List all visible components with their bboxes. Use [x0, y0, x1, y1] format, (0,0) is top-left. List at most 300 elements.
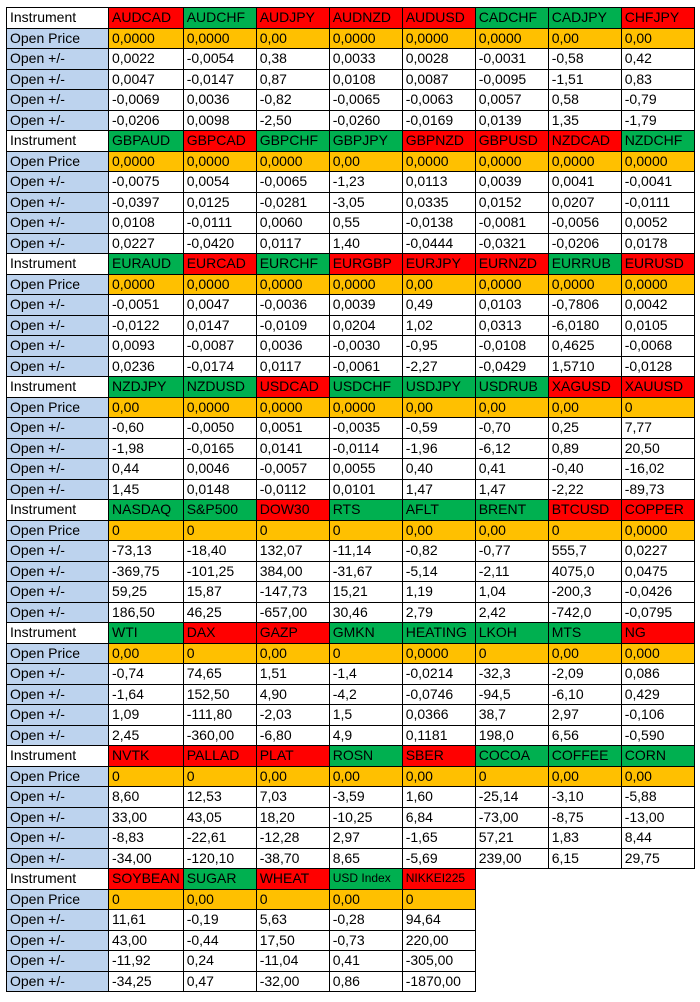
instrument-name-cell[interactable]: SOYBEAN	[109, 869, 184, 890]
open-change-cell[interactable]: 0,0028	[402, 49, 475, 70]
open-change-cell[interactable]: 0,0051	[256, 418, 329, 439]
open-price-cell[interactable]: 0,00	[475, 520, 548, 541]
instrument-name-cell[interactable]: GBPJPY	[329, 131, 402, 152]
open-change-cell[interactable]: -1,4	[329, 664, 402, 685]
open-change-cell[interactable]: 152,50	[183, 684, 256, 705]
open-change-cell[interactable]: 43,05	[183, 807, 256, 828]
open-change-cell[interactable]: 7,77	[621, 418, 694, 439]
open-change-cell[interactable]: 1,5710	[548, 356, 621, 377]
open-change-cell[interactable]: 0,0060	[256, 213, 329, 234]
open-change-cell[interactable]: -0,0075	[109, 172, 184, 193]
open-change-cell[interactable]: 0,41	[475, 459, 548, 480]
open-price-cell[interactable]: 0,00	[548, 28, 621, 49]
open-change-cell[interactable]: 43,00	[109, 930, 184, 951]
open-change-cell[interactable]: -32,00	[256, 971, 329, 992]
open-price-cell[interactable]: 0,0000	[475, 28, 548, 49]
open-change-cell[interactable]: -32,3	[475, 664, 548, 685]
open-change-cell[interactable]: -0,28	[329, 910, 402, 931]
open-price-cell[interactable]: 0	[109, 889, 184, 910]
open-change-cell[interactable]: -0,106	[621, 705, 694, 726]
open-change-cell[interactable]: 2,97	[548, 705, 621, 726]
open-change-cell[interactable]: -0,0111	[621, 192, 694, 213]
open-price-cell[interactable]: 0,0000	[402, 151, 475, 172]
open-change-cell[interactable]: -0,0426	[621, 582, 694, 603]
open-price-cell[interactable]: 0,00	[183, 889, 256, 910]
instrument-name-cell[interactable]: USDRUB	[475, 377, 548, 398]
open-change-cell[interactable]: -0,77	[475, 541, 548, 562]
open-change-cell[interactable]: -4,2	[329, 684, 402, 705]
open-change-cell[interactable]: -0,0095	[475, 69, 548, 90]
instrument-name-cell[interactable]: EURAUD	[109, 254, 184, 275]
open-change-cell[interactable]: -742,0	[548, 602, 621, 623]
open-change-cell[interactable]: -101,25	[183, 561, 256, 582]
open-change-cell[interactable]: -2,09	[548, 664, 621, 685]
instrument-name-cell[interactable]: BRENT	[475, 500, 548, 521]
open-change-cell[interactable]: -0,0051	[109, 295, 184, 316]
open-change-cell[interactable]: 5,63	[256, 910, 329, 931]
open-change-cell[interactable]: -73,13	[109, 541, 184, 562]
open-change-cell[interactable]: -657,00	[256, 602, 329, 623]
open-change-cell[interactable]: 0,0093	[109, 336, 184, 357]
open-change-cell[interactable]: -1,96	[402, 438, 475, 459]
instrument-name-cell[interactable]: USDCHF	[329, 377, 402, 398]
open-price-cell[interactable]: 0,0000	[256, 274, 329, 295]
open-change-cell[interactable]: 0,0033	[329, 49, 402, 70]
open-change-cell[interactable]: -1,65	[402, 828, 475, 849]
open-change-cell[interactable]: 0,0113	[402, 172, 475, 193]
open-change-cell[interactable]: 4,90	[256, 684, 329, 705]
instrument-name-cell[interactable]: WTI	[109, 623, 184, 644]
open-change-cell[interactable]: -0,0111	[183, 213, 256, 234]
open-change-cell[interactable]: 0,89	[548, 438, 621, 459]
open-change-cell[interactable]: -6,80	[256, 725, 329, 746]
instrument-name-cell[interactable]: NZDCAD	[548, 131, 621, 152]
open-change-cell[interactable]: 0,0227	[109, 233, 184, 254]
open-change-cell[interactable]: 0,0103	[475, 295, 548, 316]
open-price-cell[interactable]: 0,0000	[183, 397, 256, 418]
open-change-cell[interactable]: -34,25	[109, 971, 184, 992]
open-change-cell[interactable]: -0,0050	[183, 418, 256, 439]
open-change-cell[interactable]: -0,0206	[109, 110, 184, 131]
open-change-cell[interactable]: -0,590	[621, 725, 694, 746]
open-change-cell[interactable]: -305,00	[402, 951, 475, 972]
instrument-name-cell[interactable]: S&P500	[183, 500, 256, 521]
open-price-cell[interactable]: 0,0000	[109, 274, 184, 295]
open-change-cell[interactable]: 0,40	[402, 459, 475, 480]
open-change-cell[interactable]: -0,0114	[329, 438, 402, 459]
open-change-cell[interactable]: -0,0420	[183, 233, 256, 254]
open-price-cell[interactable]: 0,0000	[109, 28, 184, 49]
open-change-cell[interactable]: -31,67	[329, 561, 402, 582]
open-change-cell[interactable]: 0,0178	[621, 233, 694, 254]
open-change-cell[interactable]: -0,0795	[621, 602, 694, 623]
open-price-cell[interactable]: 0,0000	[183, 151, 256, 172]
open-change-cell[interactable]: 0,0036	[256, 336, 329, 357]
open-change-cell[interactable]: 0,0052	[621, 213, 694, 234]
open-change-cell[interactable]: -0,0056	[548, 213, 621, 234]
open-change-cell[interactable]: -1870,00	[402, 971, 475, 992]
open-price-cell[interactable]: 0	[402, 889, 475, 910]
instrument-name-cell[interactable]: EURUSD	[621, 254, 694, 275]
open-change-cell[interactable]: 0,25	[548, 418, 621, 439]
instrument-name-cell[interactable]: GBPNZD	[402, 131, 475, 152]
instrument-name-cell[interactable]: GBPCHF	[256, 131, 329, 152]
open-price-cell[interactable]: 0,0000	[329, 397, 402, 418]
open-change-cell[interactable]: -0,73	[329, 930, 402, 951]
open-change-cell[interactable]: -0,0128	[621, 356, 694, 377]
open-change-cell[interactable]: 198,0	[475, 725, 548, 746]
instrument-name-cell[interactable]: AUDNZD	[329, 8, 402, 29]
open-change-cell[interactable]: 18,20	[256, 807, 329, 828]
open-change-cell[interactable]: 6,56	[548, 725, 621, 746]
open-change-cell[interactable]: 0,38	[256, 49, 329, 70]
instrument-name-cell[interactable]: ROSN	[329, 746, 402, 767]
instrument-name-cell[interactable]: NASDAQ	[109, 500, 184, 521]
open-change-cell[interactable]: -0,44	[183, 930, 256, 951]
open-change-cell[interactable]: -0,0429	[475, 356, 548, 377]
instrument-name-cell[interactable]: CORN	[621, 746, 694, 767]
open-price-cell[interactable]: 0,0000	[109, 151, 184, 172]
open-change-cell[interactable]: 2,97	[329, 828, 402, 849]
open-change-cell[interactable]: -73,00	[475, 807, 548, 828]
open-price-cell[interactable]: 0	[548, 520, 621, 541]
open-change-cell[interactable]: -89,73	[621, 479, 694, 500]
open-change-cell[interactable]: -0,0081	[475, 213, 548, 234]
open-price-cell[interactable]: 0	[475, 643, 548, 664]
open-change-cell[interactable]: 57,21	[475, 828, 548, 849]
open-change-cell[interactable]: 11,61	[109, 910, 184, 931]
open-price-cell[interactable]: 0	[329, 520, 402, 541]
open-change-cell[interactable]: -25,14	[475, 787, 548, 808]
open-change-cell[interactable]: -18,40	[183, 541, 256, 562]
open-change-cell[interactable]: 0,47	[183, 971, 256, 992]
open-change-cell[interactable]: -0,0057	[256, 459, 329, 480]
open-price-cell[interactable]: 0,00	[402, 520, 475, 541]
open-change-cell[interactable]: -0,0169	[402, 110, 475, 131]
open-change-cell[interactable]: 8,60	[109, 787, 184, 808]
instrument-name-cell[interactable]: AFLT	[402, 500, 475, 521]
open-change-cell[interactable]: 0,0139	[475, 110, 548, 131]
open-change-cell[interactable]: 2,42	[475, 602, 548, 623]
instrument-name-cell[interactable]: EURCHF	[256, 254, 329, 275]
open-change-cell[interactable]: -2,27	[402, 356, 475, 377]
open-change-cell[interactable]: -2,03	[256, 705, 329, 726]
open-change-cell[interactable]: -0,70	[475, 418, 548, 439]
open-change-cell[interactable]: -5,88	[621, 787, 694, 808]
open-change-cell[interactable]: 33,00	[109, 807, 184, 828]
instrument-name-cell[interactable]: RTS	[329, 500, 402, 521]
open-change-cell[interactable]: 12,53	[183, 787, 256, 808]
instrument-name-cell[interactable]: COCOA	[475, 746, 548, 767]
open-change-cell[interactable]: 0,58	[548, 90, 621, 111]
open-change-cell[interactable]: 2,45	[109, 725, 184, 746]
instrument-name-cell[interactable]: NIKKEI225	[402, 869, 475, 890]
instrument-name-cell[interactable]: PALLAD	[183, 746, 256, 767]
open-change-cell[interactable]: -22,61	[183, 828, 256, 849]
open-change-cell[interactable]: 0,0147	[183, 315, 256, 336]
open-price-cell[interactable]: 0,00	[475, 397, 548, 418]
open-change-cell[interactable]: -0,0087	[183, 336, 256, 357]
open-change-cell[interactable]: 0,0152	[475, 192, 548, 213]
instrument-name-cell[interactable]: XAUUSD	[621, 377, 694, 398]
open-price-cell[interactable]: 0	[475, 766, 548, 787]
open-change-cell[interactable]: 74,65	[183, 664, 256, 685]
open-change-cell[interactable]: -0,0108	[475, 336, 548, 357]
open-change-cell[interactable]: 6,84	[402, 807, 475, 828]
open-change-cell[interactable]: -3,10	[548, 787, 621, 808]
instrument-name-cell[interactable]: DAX	[183, 623, 256, 644]
open-change-cell[interactable]: -13,00	[621, 807, 694, 828]
open-change-cell[interactable]: -0,0035	[329, 418, 402, 439]
open-change-cell[interactable]: 1,19	[402, 582, 475, 603]
open-change-cell[interactable]: -38,70	[256, 848, 329, 869]
open-change-cell[interactable]: 1,83	[548, 828, 621, 849]
open-change-cell[interactable]: -0,79	[621, 90, 694, 111]
open-change-cell[interactable]: 46,25	[183, 602, 256, 623]
open-price-cell[interactable]: 0	[109, 766, 184, 787]
open-change-cell[interactable]: 0,0039	[329, 295, 402, 316]
open-change-cell[interactable]: -0,95	[402, 336, 475, 357]
open-change-cell[interactable]: 29,75	[621, 848, 694, 869]
instrument-name-cell[interactable]: COFFEE	[548, 746, 621, 767]
instrument-name-cell[interactable]: AUDCHF	[183, 8, 256, 29]
open-change-cell[interactable]: 0,83	[621, 69, 694, 90]
open-change-cell[interactable]: 2,79	[402, 602, 475, 623]
instrument-name-cell[interactable]: COPPER	[621, 500, 694, 521]
open-change-cell[interactable]: -1,79	[621, 110, 694, 131]
open-change-cell[interactable]: -147,73	[256, 582, 329, 603]
open-change-cell[interactable]: -0,0041	[621, 172, 694, 193]
open-price-cell[interactable]: 0,0000	[256, 151, 329, 172]
instrument-name-cell[interactable]: NVTK	[109, 746, 184, 767]
instrument-name-cell[interactable]: GBPAUD	[109, 131, 184, 152]
open-change-cell[interactable]: -0,0061	[329, 356, 402, 377]
open-change-cell[interactable]: 0,86	[329, 971, 402, 992]
open-change-cell[interactable]: -11,14	[329, 541, 402, 562]
open-change-cell[interactable]: 0,0108	[329, 69, 402, 90]
open-change-cell[interactable]: 0,0335	[402, 192, 475, 213]
open-price-cell[interactable]: 0,0000	[548, 274, 621, 295]
open-change-cell[interactable]: 0,0055	[329, 459, 402, 480]
open-change-cell[interactable]: -3,59	[329, 787, 402, 808]
open-change-cell[interactable]: -5,69	[402, 848, 475, 869]
open-change-cell[interactable]: 0,0148	[183, 479, 256, 500]
open-price-cell[interactable]: 0,00	[548, 397, 621, 418]
open-change-cell[interactable]: -2,50	[256, 110, 329, 131]
instrument-name-cell[interactable]: SBER	[402, 746, 475, 767]
open-change-cell[interactable]: -12,28	[256, 828, 329, 849]
instrument-name-cell[interactable]: AUDUSD	[402, 8, 475, 29]
open-change-cell[interactable]: -2,11	[475, 561, 548, 582]
open-change-cell[interactable]: -1,64	[109, 684, 184, 705]
open-change-cell[interactable]: 186,50	[109, 602, 184, 623]
open-change-cell[interactable]: 1,40	[329, 233, 402, 254]
open-change-cell[interactable]: -0,0206	[548, 233, 621, 254]
open-change-cell[interactable]: 1,60	[402, 787, 475, 808]
open-change-cell[interactable]: -0,82	[402, 541, 475, 562]
open-change-cell[interactable]: 239,00	[475, 848, 548, 869]
open-change-cell[interactable]: -360,00	[183, 725, 256, 746]
open-price-cell[interactable]: 0,00	[256, 28, 329, 49]
open-change-cell[interactable]: 8,65	[329, 848, 402, 869]
open-change-cell[interactable]: -0,0165	[183, 438, 256, 459]
open-change-cell[interactable]: 0,42	[621, 49, 694, 70]
instrument-name-cell[interactable]: CADJPY	[548, 8, 621, 29]
open-price-cell[interactable]: 0,000	[621, 643, 694, 664]
open-price-cell[interactable]: 0,00	[402, 766, 475, 787]
open-change-cell[interactable]: -0,0065	[329, 90, 402, 111]
open-change-cell[interactable]: -3,05	[329, 192, 402, 213]
instrument-name-cell[interactable]: DOW30	[256, 500, 329, 521]
open-change-cell[interactable]: 1,09	[109, 705, 184, 726]
open-price-cell[interactable]: 0,0000	[548, 151, 621, 172]
open-change-cell[interactable]: 384,00	[256, 561, 329, 582]
instrument-name-cell[interactable]: LKOH	[475, 623, 548, 644]
open-price-cell[interactable]: 0	[621, 397, 694, 418]
open-change-cell[interactable]: -1,23	[329, 172, 402, 193]
open-price-cell[interactable]: 0,00	[548, 766, 621, 787]
open-change-cell[interactable]: -0,0109	[256, 315, 329, 336]
open-change-cell[interactable]: 0,0125	[183, 192, 256, 213]
open-change-cell[interactable]: -111,80	[183, 705, 256, 726]
open-price-cell[interactable]: 0,00	[109, 397, 184, 418]
instrument-name-cell[interactable]: PLAT	[256, 746, 329, 767]
open-change-cell[interactable]: -34,00	[109, 848, 184, 869]
instrument-name-cell[interactable]: EURCAD	[183, 254, 256, 275]
open-change-cell[interactable]: 0,0141	[256, 438, 329, 459]
open-change-cell[interactable]: 0,0101	[329, 479, 402, 500]
open-change-cell[interactable]: 38,7	[475, 705, 548, 726]
instrument-name-cell[interactable]: NZDCHF	[621, 131, 694, 152]
open-change-cell[interactable]: 1,51	[256, 664, 329, 685]
open-change-cell[interactable]: 0,0227	[621, 541, 694, 562]
open-change-cell[interactable]: -120,10	[183, 848, 256, 869]
open-price-cell[interactable]: 0,00	[329, 889, 402, 910]
open-change-cell[interactable]: 0,87	[256, 69, 329, 90]
instrument-name-cell[interactable]: USDJPY	[402, 377, 475, 398]
open-change-cell[interactable]: 94,64	[402, 910, 475, 931]
open-change-cell[interactable]: -0,0444	[402, 233, 475, 254]
instrument-name-cell[interactable]: GBPUSD	[475, 131, 548, 152]
open-change-cell[interactable]: -0,0112	[256, 479, 329, 500]
open-change-cell[interactable]: 0,086	[621, 664, 694, 685]
open-change-cell[interactable]: -1,51	[548, 69, 621, 90]
open-change-cell[interactable]: -11,92	[109, 951, 184, 972]
open-change-cell[interactable]: -200,3	[548, 582, 621, 603]
open-price-cell[interactable]: 0,0000	[621, 520, 694, 541]
open-price-cell[interactable]: 0,00	[329, 151, 402, 172]
open-change-cell[interactable]: -0,0281	[256, 192, 329, 213]
open-change-cell[interactable]: 1,35	[548, 110, 621, 131]
instrument-name-cell[interactable]: GBPCAD	[183, 131, 256, 152]
open-change-cell[interactable]: 0,0366	[402, 705, 475, 726]
open-change-cell[interactable]: -5,14	[402, 561, 475, 582]
open-change-cell[interactable]: 0,0046	[183, 459, 256, 480]
open-change-cell[interactable]: 0,0207	[548, 192, 621, 213]
open-change-cell[interactable]: -10,25	[329, 807, 402, 828]
open-price-cell[interactable]: 0,00	[402, 397, 475, 418]
open-price-cell[interactable]: 0,0000	[329, 28, 402, 49]
open-change-cell[interactable]: 0,1181	[402, 725, 475, 746]
instrument-name-cell[interactable]: NZDJPY	[109, 377, 184, 398]
open-change-cell[interactable]: -11,04	[256, 951, 329, 972]
instrument-name-cell[interactable]: XAGUSD	[548, 377, 621, 398]
open-change-cell[interactable]: 0,0117	[256, 356, 329, 377]
open-change-cell[interactable]: 0,0047	[183, 295, 256, 316]
open-change-cell[interactable]: 0,0041	[548, 172, 621, 193]
open-change-cell[interactable]: 0,49	[402, 295, 475, 316]
open-change-cell[interactable]: 555,7	[548, 541, 621, 562]
open-change-cell[interactable]: -0,0174	[183, 356, 256, 377]
open-price-cell[interactable]: 0,00	[109, 643, 184, 664]
open-change-cell[interactable]: -0,0068	[621, 336, 694, 357]
open-change-cell[interactable]: 0,0022	[109, 49, 184, 70]
open-change-cell[interactable]: 15,21	[329, 582, 402, 603]
open-change-cell[interactable]: -16,02	[621, 459, 694, 480]
open-change-cell[interactable]: 0,429	[621, 684, 694, 705]
open-change-cell[interactable]: -0,0069	[109, 90, 184, 111]
open-change-cell[interactable]: 0,0108	[109, 213, 184, 234]
open-change-cell[interactable]: -0,0031	[475, 49, 548, 70]
open-change-cell[interactable]: -0,19	[183, 910, 256, 931]
open-price-cell[interactable]: 0,0000	[183, 28, 256, 49]
open-change-cell[interactable]: 59,25	[109, 582, 184, 603]
open-change-cell[interactable]: -6,0180	[548, 315, 621, 336]
open-change-cell[interactable]: 0,55	[329, 213, 402, 234]
open-price-cell[interactable]: 0	[256, 889, 329, 910]
open-change-cell[interactable]: 0,4625	[548, 336, 621, 357]
open-change-cell[interactable]: 1,45	[109, 479, 184, 500]
open-price-cell[interactable]: 0	[183, 643, 256, 664]
open-change-cell[interactable]: -0,0321	[475, 233, 548, 254]
open-change-cell[interactable]: 30,46	[329, 602, 402, 623]
open-change-cell[interactable]: -0,60	[109, 418, 184, 439]
open-price-cell[interactable]: 0,0000	[475, 274, 548, 295]
instrument-name-cell[interactable]: NG	[621, 623, 694, 644]
open-change-cell[interactable]: 0,0087	[402, 69, 475, 90]
open-price-cell[interactable]: 0,0000	[183, 274, 256, 295]
open-change-cell[interactable]: 6,15	[548, 848, 621, 869]
open-change-cell[interactable]: -0,7806	[548, 295, 621, 316]
open-change-cell[interactable]: 4,9	[329, 725, 402, 746]
instrument-name-cell[interactable]: GAZP	[256, 623, 329, 644]
open-change-cell[interactable]: -0,0397	[109, 192, 184, 213]
open-price-cell[interactable]: 0,00	[621, 28, 694, 49]
instrument-name-cell[interactable]: SUGAR	[183, 869, 256, 890]
open-price-cell[interactable]: 0,0000	[402, 643, 475, 664]
open-change-cell[interactable]: -94,5	[475, 684, 548, 705]
instrument-name-cell[interactable]: CHFJPY	[621, 8, 694, 29]
open-change-cell[interactable]: 0,44	[109, 459, 184, 480]
instrument-name-cell[interactable]: NZDUSD	[183, 377, 256, 398]
open-price-cell[interactable]: 0,0000	[475, 151, 548, 172]
open-change-cell[interactable]: -8,75	[548, 807, 621, 828]
instrument-name-cell[interactable]: AUDJPY	[256, 8, 329, 29]
open-price-cell[interactable]: 0,00	[621, 766, 694, 787]
open-change-cell[interactable]: 0,0204	[329, 315, 402, 336]
open-change-cell[interactable]: 0,0054	[183, 172, 256, 193]
open-change-cell[interactable]: -6,10	[548, 684, 621, 705]
open-change-cell[interactable]: -1,98	[109, 438, 184, 459]
instrument-name-cell[interactable]: HEATING	[402, 623, 475, 644]
open-price-cell[interactable]: 0	[109, 520, 184, 541]
open-change-cell[interactable]: 1,47	[475, 479, 548, 500]
instrument-name-cell[interactable]: WHEAT	[256, 869, 329, 890]
open-change-cell[interactable]: 0,0475	[621, 561, 694, 582]
open-price-cell[interactable]: 0,00	[402, 274, 475, 295]
open-change-cell[interactable]: 0,0057	[475, 90, 548, 111]
open-change-cell[interactable]: -0,0214	[402, 664, 475, 685]
